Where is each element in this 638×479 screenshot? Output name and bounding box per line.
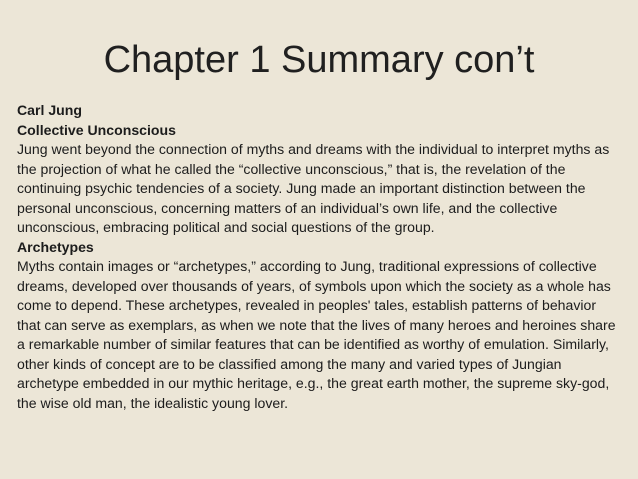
collective-unconscious-paragraph: Jung went beyond the connection of myths and dreams with the individual to interpret myths as the projection of what he called the “collective unconscious,” that is, the revelation of the continuing psychic tendencies of a society. Jung made an important distinction between the personal unconscious, concerning matters of an individual’s own life, and the collective unconscious, embracing political and social questions of the group. <box>17 141 610 235</box>
collective-unconscious-heading: Collective Unconscious <box>17 121 176 138</box>
archetypes-paragraph: Myths contain images or “archetypes,” according to Jung, traditional expressions of collective dreams, developed over thousands of years, of symbols upon which the society as a whole has come to depend. These archetypes, revealed in peoples' tales, establish patterns of behavior that can serve as exemplars, as when we note that the lives of many heroes and heroines share a remarkable number of similar features that can be identified as worthy of emulation. Similarly, other kinds of concept are to be classified among the many and varied types of Jungian archetype embedded in our mythic heritage, e.g., the great earth mother, the supreme sky-god, the wise old man, the idealistic young lover. <box>17 258 616 411</box>
author-heading: Carl Jung <box>17 102 82 118</box>
slide-body <box>17 101 617 413</box>
archetypes-heading: Archetypes <box>17 238 94 255</box>
slide-title: Chapter 1 Summary con’t <box>103 39 535 81</box>
